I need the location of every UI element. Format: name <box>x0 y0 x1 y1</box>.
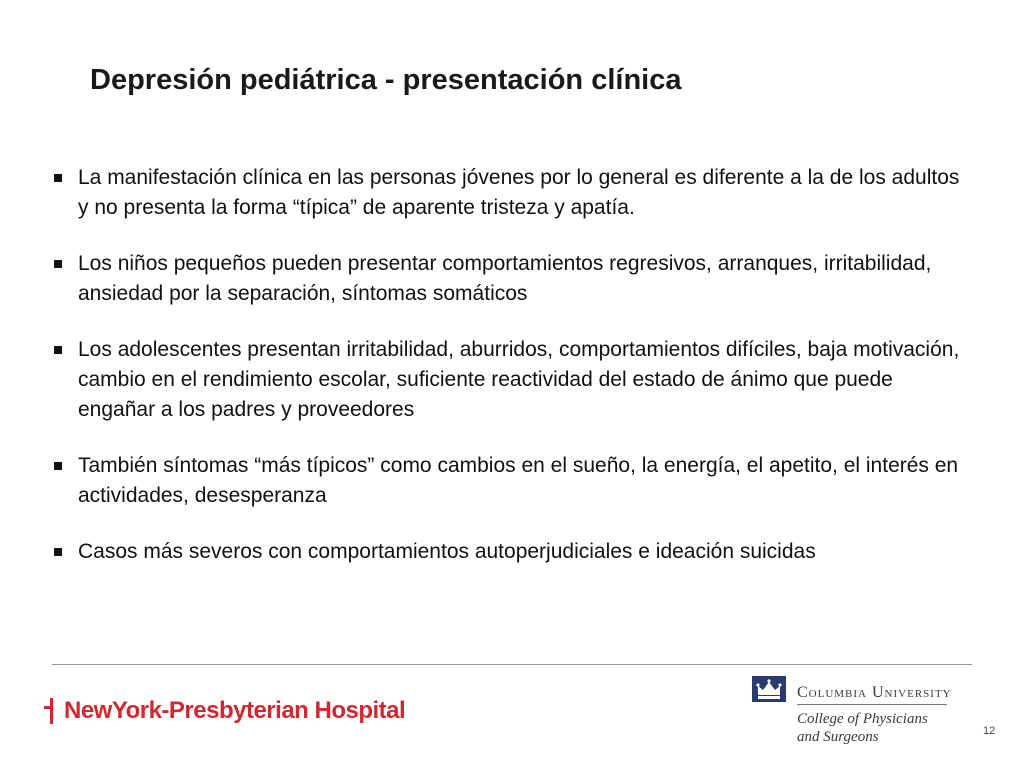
columbia-university-text: Columbia University <box>797 684 952 701</box>
list-item <box>52 451 972 511</box>
crown-icon <box>752 676 786 702</box>
square-bullet-icon <box>54 548 62 556</box>
bullet-text: Los niños pequeños pueden presentar comportamientos regresivos, arranques, irritabilidad, ansiedad por la separación, síntomas somáticos <box>78 252 932 305</box>
nyp-logo <box>44 695 405 727</box>
college-line-1: College of Physicians <box>797 711 928 727</box>
page-number: 12 <box>983 725 996 737</box>
bullet-text: Casos más severos con comportamientos autoperjudiciales e ideación suicidas <box>78 540 816 563</box>
square-bullet-icon <box>54 346 62 354</box>
list-item <box>52 537 972 567</box>
bullet-list <box>52 163 972 593</box>
college-text <box>797 710 928 746</box>
college-line-2: and Surgeons <box>797 729 879 745</box>
square-bullet-icon <box>54 462 62 470</box>
bullet-text: También síntomas “más típicos” como cambios en el sueño, la energía, el apetito, el interés en actividades, desesperanza <box>78 454 959 507</box>
list-item <box>52 163 972 223</box>
columbia-divider <box>797 704 947 705</box>
bullet-text: La manifestación clínica en las personas jóvenes por lo general es diferente a la de los adultos y no presenta la forma “típica” de aparente tristeza y apatía. <box>78 166 960 219</box>
nyp-cross-icon <box>44 698 58 724</box>
nyp-logo-text: NewYork-Presbyterian Hospital <box>64 697 406 724</box>
square-bullet-icon <box>54 260 62 268</box>
list-item <box>52 249 972 309</box>
square-bullet-icon <box>54 174 62 182</box>
bullet-text: Los adolescentes presentan irritabilidad, aburridos, comportamientos difíciles, baja motivación, cambio en el rendimiento escolar, suficiente reactividad del estado de ánimo que puede engañar a los padres y proveedores <box>78 338 960 421</box>
list-item <box>52 335 972 425</box>
footer-divider <box>52 664 972 665</box>
slide-title: Depresión pediátrica - presentación clínica <box>90 64 682 96</box>
